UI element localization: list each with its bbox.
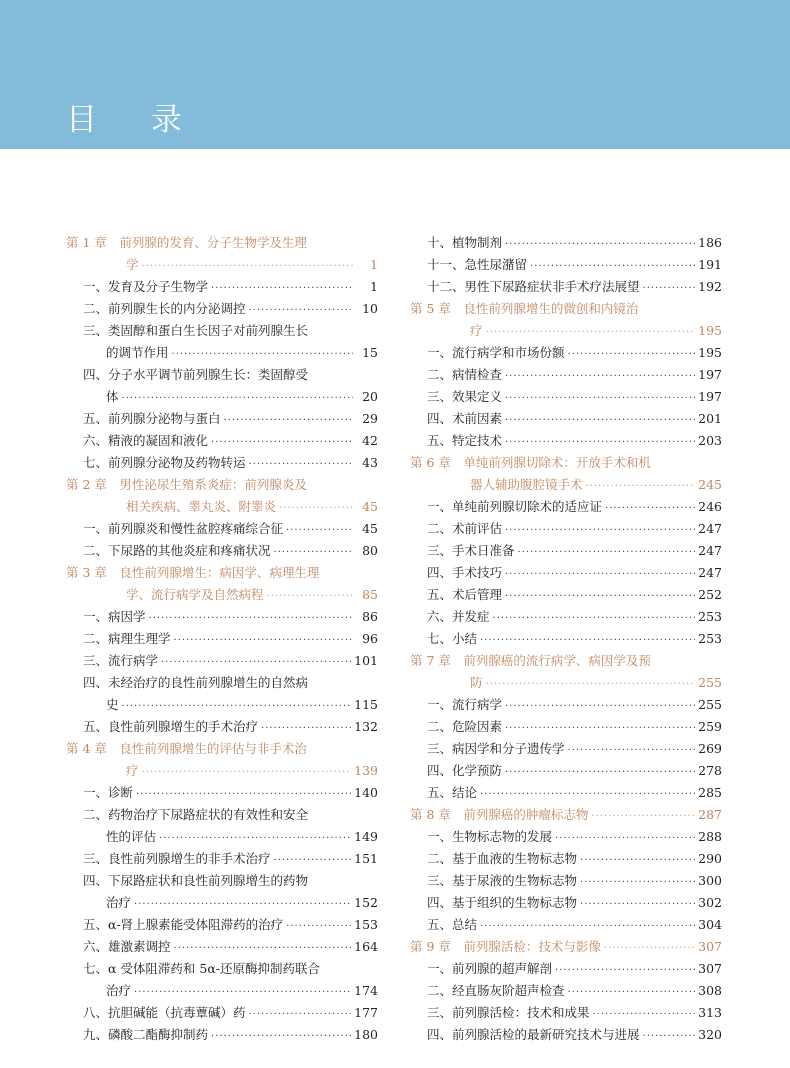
toc-section-entry[interactable] [410,584,722,606]
toc-entry-title: 第 3 章 良性前列腺增生：病因学、病理生理 [66,565,320,580]
toc-entry-title: 四、基于组织的生物标志物 [427,895,578,910]
dot-leader [286,520,353,542]
toc-page-number: 285 [698,785,722,800]
toc-page-number: 139 [354,763,378,778]
toc-page-number: 80 [362,543,378,558]
toc-page-number: 302 [698,895,722,910]
dot-leader [505,586,695,608]
toc-entry-title: 的调节作用 [106,345,169,360]
dot-leader [134,982,351,1004]
toc-entry-title: 二、经直肠灰阶超声检查 [427,983,565,998]
toc-page-number: 203 [698,433,722,448]
toc-section-entry[interactable] [66,958,378,1002]
toc-entry-title: 六、精液的凝固和液化 [83,433,209,448]
toc-entry-title: 史 [106,697,119,712]
toc-section-entry[interactable] [410,738,722,760]
toc-page-number: 253 [698,609,722,624]
dot-leader [505,388,695,410]
toc-entry-title: 体 [106,389,119,404]
dot-leader [174,938,352,960]
toc-entry-title: 性的评估 [106,829,157,844]
toc-section-entry[interactable] [410,1024,722,1046]
toc-page-number: 1 [370,279,378,294]
toc-entry-title: 一、单纯前列腺切除术的适应证 [427,499,603,514]
dot-leader [211,1026,351,1048]
toc-section-entry[interactable] [66,540,378,562]
toc-section-entry[interactable] [410,276,722,298]
toc-entry-title: 三、基于尿液的生物标志物 [427,873,578,888]
toc-entry-title: 第 1 章 前列腺的发育、分子生物学及生理 [66,235,307,250]
toc-section-entry[interactable] [410,826,722,848]
dot-leader [211,432,353,454]
toc-entry-title: 五、前列腺分泌物与蛋白 [83,411,221,426]
toc-section-entry[interactable] [66,430,378,452]
toc-section-entry[interactable] [410,430,722,452]
toc-page-number: 201 [698,411,722,426]
toc-section-entry[interactable] [410,694,722,716]
toc-entry-title: 三、效果定义 [427,389,503,404]
toc-entry-title: 三、良性前列腺增生的非手术治疗 [83,851,271,866]
toc-section-entry[interactable] [410,518,722,540]
toc-entry-title: 五、特定技术 [427,433,503,448]
toc-section-entry[interactable] [410,342,722,364]
toc-entry-title: 六、并发症 [427,609,490,624]
toc-chapter-entry[interactable] [410,804,722,826]
toc-section-entry[interactable] [410,628,722,650]
toc-chapter-entry[interactable] [410,452,722,496]
dot-leader [568,982,696,1004]
toc-section-entry[interactable] [410,364,722,386]
toc-section-entry[interactable] [66,452,378,474]
toc-page-number: 288 [698,829,722,844]
dot-leader [518,542,696,564]
dot-leader [604,938,695,960]
toc-entry-title: 一、诊断 [83,785,134,800]
dot-leader [586,476,696,498]
dot-leader [505,410,695,432]
toc-entry-title: 五、结论 [427,785,478,800]
toc-section-entry[interactable] [410,408,722,430]
toc-entry-title: 第 7 章 前列腺癌的流行病学、病因学及预 [410,653,651,668]
toc-entry-title: 五、术后管理 [427,587,503,602]
toc-entry-title: 五、α-肾上腺素能受体阻滞药的治疗 [83,917,284,932]
toc-section-entry[interactable] [66,364,378,408]
dot-leader [174,630,353,652]
dot-leader [505,696,695,718]
toc-page-number: 197 [698,389,722,404]
page-title: 目 录 [66,102,204,138]
dot-leader [136,784,351,806]
toc-entry-title: 疗 [470,323,483,338]
toc-section-entry[interactable] [66,650,378,672]
toc-page-number: 45 [362,499,378,514]
toc-section-entry[interactable] [410,562,722,584]
toc-page-number: 101 [354,653,378,668]
toc-section-entry[interactable] [410,606,722,628]
toc-entry-title: 疗 [126,763,139,778]
toc-entry-title: 治疗 [106,895,132,910]
toc-page-number: 247 [698,521,722,536]
dot-leader [505,432,695,454]
toc-page-number: 85 [362,587,378,602]
toc-section-entry[interactable] [410,496,722,518]
dot-leader [505,564,695,586]
toc-entry-title: 器人辅助腹腔镜手术 [470,477,583,492]
toc-page-number: 20 [362,389,378,404]
toc-entry-title: 一、生物标志物的发展 [427,829,553,844]
dot-leader [134,894,351,916]
toc-section-entry[interactable] [410,892,722,914]
toc-entry-title: 一、前列腺炎和慢性盆腔疼痛综合征 [83,521,284,536]
dot-leader [568,740,696,762]
dot-leader [159,828,351,850]
toc-entry-title: 学、流行病学及自然病程 [126,587,264,602]
toc-entry-title: 一、病因学 [83,609,146,624]
toc-page-number: 29 [362,411,378,426]
toc-page-number: 86 [362,609,378,624]
toc-entry-title: 第 2 章 男性泌尿生殖系炎症：前列腺炎及 [66,477,307,492]
toc-entry-title: 十二、男性下尿路症状非手术疗法展望 [427,279,640,294]
toc-page-number: 290 [698,851,722,866]
toc-page-number: 247 [698,565,722,580]
toc-page-number: 259 [698,719,722,734]
dot-leader [505,234,695,256]
toc-page-number: 246 [698,499,722,514]
toc-section-entry[interactable] [66,716,378,738]
toc-page-number: 195 [698,345,722,360]
toc-entry-title: 七、α 受体阻滞药和 5α-还原酶抑制药联合 [83,961,321,976]
toc-page-number: 15 [362,345,378,360]
toc-entry-title: 三、类固醇和蛋白生长因子对前列腺生长 [83,323,309,338]
dot-leader [580,850,695,872]
toc-page-number: 191 [698,257,722,272]
toc-page-number: 115 [354,697,378,712]
dot-leader [643,1026,696,1048]
dot-leader [555,828,695,850]
toc-entry-title: 九、磷酸二酯酶抑制药 [83,1027,209,1042]
toc-page-number: 42 [362,433,378,448]
dot-leader [122,696,352,718]
toc-chapter-entry[interactable] [66,232,378,276]
toc-entry-title: 三、前列腺活检：技术和成果 [427,1005,590,1020]
toc-entry-title: 六、雄激素调控 [83,939,171,954]
toc-page-number: 304 [698,917,722,932]
toc-entry-title: 三、流行病学 [83,653,159,668]
toc-page-number: 10 [362,301,378,316]
toc-section-entry[interactable] [410,958,722,980]
toc-chapter-entry[interactable] [410,936,722,958]
toc-section-entry[interactable] [66,1002,378,1024]
dot-leader [211,278,353,300]
toc-section-entry[interactable] [66,914,378,936]
toc-section-entry[interactable] [410,540,722,562]
toc-entry-title: 四、下尿路症状和良性前列腺增生的药物 [83,873,309,888]
dot-leader [274,850,352,872]
toc-page-number: 43 [362,455,378,470]
toc-entry-title: 五、良性前列腺增生的手术治疗 [83,719,259,734]
toc-page-number: 140 [354,785,378,800]
toc-entry-title: 第 9 章 前列腺活检：技术与影像 [410,939,601,954]
toc-section-entry[interactable] [66,628,378,650]
toc-entry-title: 二、术前评估 [427,521,503,536]
dot-leader [555,960,695,982]
dot-leader [530,256,695,278]
dot-leader [593,1004,696,1026]
toc-entry-title: 八、抗胆碱能（抗毒蕈碱）药 [83,1005,246,1020]
toc-page-number: 247 [698,543,722,558]
toc-page-number: 164 [354,939,378,954]
toc-entry-title: 五、总结 [427,917,478,932]
toc-section-entry[interactable] [410,716,722,738]
toc-entry-title: 第 5 章 良性前列腺增生的微创和内镜治 [410,301,639,316]
toc-entry-title: 二、下尿路的其他炎症和疼痛状况 [83,543,271,558]
toc-section-entry[interactable] [410,760,722,782]
toc-section-entry[interactable] [66,518,378,540]
toc-entry-title: 一、发育及分子生物学 [83,279,209,294]
toc-page-number: 177 [354,1005,378,1020]
toc-entry-title: 学 [126,257,139,272]
toc-entry-title: 四、术前因素 [427,411,503,426]
toc-entry-title: 十、植物制剂 [427,235,503,250]
dot-leader [480,630,695,652]
dot-leader [142,256,353,278]
toc-entry-title: 二、药物治疗下尿路症状的有效性和安全 [83,807,309,822]
dot-leader [261,718,351,740]
dot-leader [505,718,695,740]
toc-entry-title: 二、病情检查 [427,367,503,382]
toc-section-entry[interactable] [410,980,722,1002]
toc-section-entry[interactable] [66,672,378,716]
toc-page-number: 197 [698,367,722,382]
toc-section-entry[interactable] [66,804,378,848]
toc-page-number: 195 [698,323,722,338]
toc-entry-title: 四、手术技巧 [427,565,503,580]
toc-page-number: 132 [354,719,378,734]
dot-leader [480,916,695,938]
toc-entry-title: 相关疾病、睾丸炎、附睾炎 [126,499,277,514]
toc-page-number: 1 [370,257,378,272]
dot-leader [505,366,695,388]
toc-section-entry[interactable] [410,870,722,892]
dot-leader [142,762,352,784]
toc-entry-title: 三、病因学和分子遗传学 [427,741,565,756]
dot-leader [224,410,353,432]
toc-section-entry[interactable] [66,936,378,958]
toc-page-number: 308 [698,983,722,998]
dot-leader [580,872,695,894]
toc-page-number: 278 [698,763,722,778]
toc-entry-title: 四、前列腺活检的最新研究技术与进展 [427,1027,640,1042]
dot-leader [249,454,353,476]
dot-leader [591,806,695,828]
toc-page-number: 255 [698,675,722,690]
toc-page-number: 269 [698,741,722,756]
toc-chapter-entry[interactable] [66,738,378,782]
toc-entry-title: 二、危险因素 [427,719,503,734]
toc-entry-title: 一、前列腺的超声解剖 [427,961,553,976]
toc-page-number: 313 [698,1005,722,1020]
toc-section-entry[interactable] [410,848,722,870]
toc-page-number: 151 [354,851,378,866]
toc-section-entry[interactable] [410,254,722,276]
toc-page-number: 253 [698,631,722,646]
toc-section-entry[interactable] [66,782,378,804]
toc-page-number: 45 [362,521,378,536]
dot-leader [480,784,695,806]
dot-leader [274,542,353,564]
toc-chapter-entry[interactable] [66,562,378,606]
toc-section-entry[interactable] [66,606,378,628]
toc-page-number: 252 [698,587,722,602]
toc-entry-title: 七、前列腺分泌物及药物转运 [83,455,246,470]
toc-entry-title: 二、基于血液的生物标志物 [427,851,578,866]
toc-page-number: 300 [698,873,722,888]
toc-section-entry[interactable] [410,232,722,254]
toc-section-entry[interactable] [66,298,378,320]
toc-entry-title: 第 8 章 前列腺癌的肿瘤标志物 [410,807,589,822]
dot-leader [505,762,695,784]
toc-section-entry[interactable] [66,870,378,914]
toc-chapter-entry[interactable] [410,650,722,694]
toc-page-number: 174 [354,983,378,998]
toc-section-entry[interactable] [410,1002,722,1024]
toc-chapter-entry[interactable] [66,474,378,518]
toc-entry-title: 四、分子水平调节前列腺生长：类固醇受 [83,367,309,382]
toc-section-entry[interactable] [66,1024,378,1046]
toc-entry-title: 四、未经治疗的良性前列腺增生的自然病 [83,675,309,690]
toc-entry-title: 一、流行病学和市场份额 [427,345,565,360]
dot-leader [249,1004,352,1026]
dot-leader [493,608,696,630]
toc-page-number: 96 [362,631,378,646]
toc-page-number: 186 [698,235,722,250]
toc-page-number: 320 [698,1027,722,1042]
toc-entry-title: 七、小结 [427,631,478,646]
toc-right-column [410,232,722,1046]
toc-page-number: 149 [354,829,378,844]
dot-leader [172,344,353,366]
dot-leader [568,344,696,366]
dot-leader [286,916,351,938]
toc-page-number: 153 [354,917,378,932]
dot-leader [161,652,351,674]
toc-entry-title: 二、前列腺生长的内分泌调控 [83,301,246,316]
toc-page-number: 192 [698,279,722,294]
header-banner [0,0,790,149]
toc-entry-title: 十一、急性尿潴留 [427,257,528,272]
dot-leader [267,586,353,608]
toc-section-entry[interactable] [66,276,378,298]
dot-leader [505,520,695,542]
toc-entry-title: 第 4 章 良性前列腺增生的评估与非手术治 [66,741,307,756]
toc-section-entry[interactable] [410,386,722,408]
toc-section-entry[interactable] [410,782,722,804]
dot-leader [486,322,696,344]
dot-leader [486,674,696,696]
dot-leader [279,498,353,520]
toc-page-number: 255 [698,697,722,712]
toc-entry-title: 防 [470,675,483,690]
toc-page-number: 245 [698,477,722,492]
toc-section-entry[interactable] [66,848,378,870]
dot-leader [149,608,353,630]
dot-leader [249,300,353,322]
toc-section-entry[interactable] [66,408,378,430]
toc-entry-title: 三、手术日准备 [427,543,515,558]
toc-entry-title: 二、病理生理学 [83,631,171,646]
toc-entry-title: 第 6 章 单纯前列腺切除术：开放手术和机 [410,455,651,470]
dot-leader [580,894,695,916]
toc-entry-title: 治疗 [106,983,132,998]
dot-leader [643,278,696,300]
toc-page-number: 180 [354,1027,378,1042]
dot-leader [122,388,353,410]
dot-leader [605,498,695,520]
toc-page-number: 307 [698,961,722,976]
toc-section-entry[interactable] [410,914,722,936]
toc-section-entry[interactable] [66,320,378,364]
toc-left-column [66,232,378,1046]
toc-entry-title: 四、化学预防 [427,763,503,778]
toc-page-number: 152 [354,895,378,910]
toc-chapter-entry[interactable] [410,298,722,342]
toc-page-number: 287 [698,807,722,822]
toc-page-number: 307 [698,939,722,954]
toc-entry-title: 一、流行病学 [427,697,503,712]
